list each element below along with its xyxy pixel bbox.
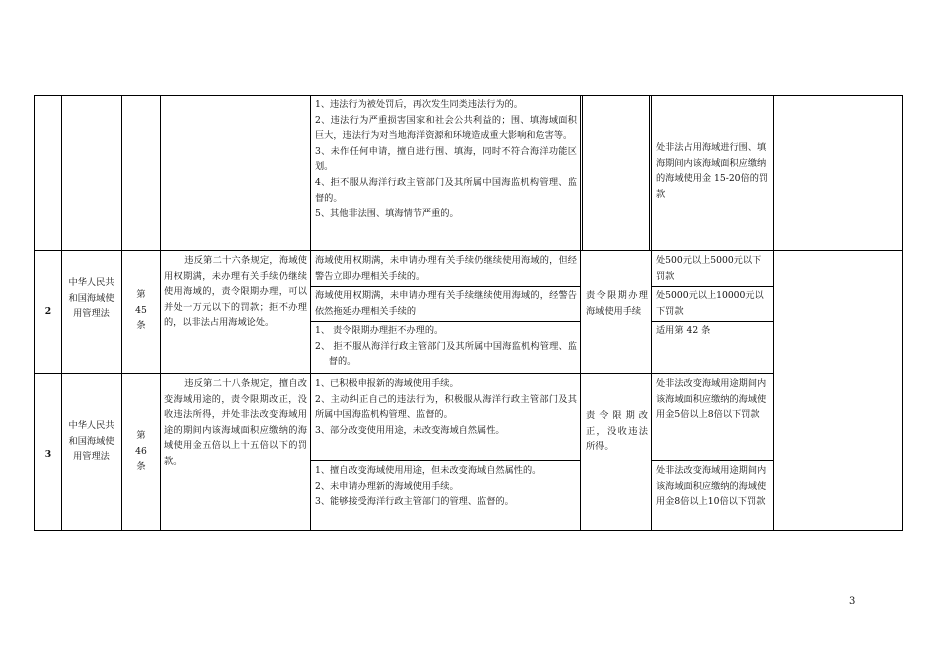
- row3-sub-divider-b: [651, 460, 773, 461]
- row3-law: 中华人民共和国海域使用管理法: [68, 420, 115, 463]
- row1-conditions: [315, 97, 577, 222]
- table-border-right: [902, 95, 903, 531]
- row2-article: [122, 287, 160, 334]
- col-divider-3: [160, 95, 161, 531]
- row3-article-number: 46: [135, 445, 147, 457]
- row3-article-suffix: 条: [136, 461, 146, 473]
- row1-condition-2: 2、违法行为严重损害国家和社会公共利益的；围、填海域面积巨大，违法行为对当地海洋资源和环境造成重大影响和危害等。: [315, 114, 577, 142]
- row3-conditions-a: [315, 376, 577, 438]
- row3-article: [122, 428, 160, 475]
- row2-provision: 违反第二十六条规定，海域使用权期满，未办理有关手续仍继续使用海域的，责令限期办理，可以并处一万元以下的罚款；拒不办理的，以非法占用海域论处。: [164, 255, 307, 329]
- row1-condition-3: 3、未作任何申请，擅自进行围、填海，同时不符合海洋功能区划。: [315, 145, 577, 173]
- row2-penalty-a: 处500元以上5000元以下罚款: [656, 255, 762, 282]
- row2-condition-c-1: 1、 责令限期办理拒不办理的。: [315, 325, 444, 336]
- row3-penalty-a: 处非法改变海域用途期间内该海域面积应缴纳的海域使用金5倍以上8倍以下罚款: [656, 378, 767, 421]
- col-divider-5: [580, 95, 581, 531]
- row1-condition-4: 4、拒不服从海洋行政主管部门及其所属中国海监机构管理、监督的。: [315, 176, 577, 204]
- row2-article-number: 45: [135, 304, 147, 316]
- row-divider-2-3: [34, 373, 773, 374]
- page-number: 3: [849, 596, 856, 607]
- row3-condition-a-1: 1、已积极申报新的海域使用手续。: [315, 378, 459, 389]
- row3-number: 3: [44, 449, 52, 460]
- row2-article-prefix: 第: [136, 289, 146, 300]
- col-divider-6: [651, 95, 652, 531]
- row3-measure: 责令限期改正，没收违法所得。: [586, 410, 648, 453]
- row3-article-prefix: 第: [136, 430, 146, 441]
- row2-law: 中华人民共和国海域使用管理法: [68, 277, 115, 320]
- row3-condition-b-3: 3、能够接受海洋行政主管部门的管理、监督的。: [315, 496, 514, 508]
- row2-sub-divider-1: [310, 286, 580, 287]
- col-divider-4: [310, 95, 311, 531]
- row1-condition-1: 1、违法行为被处罚后，再次发生同类违法行为的。: [315, 99, 523, 110]
- row3-condition-a-3: 3、部分改变使用用途，未改变海域自然属性。: [315, 424, 505, 436]
- col-divider-6b: [649, 95, 650, 251]
- row3-penalty-b: 处非法改变海域用途期间内该海域面积应缴纳的海域使用金8倍以上10倍以下罚款: [656, 465, 767, 508]
- row2-measure: 责令限期办理海域使用手续: [586, 290, 648, 317]
- row2-condition-b: 海域使用权期满，未申请办理有关手续继续使用海域的，经警告依然拖延办理相关手续的: [315, 290, 577, 317]
- row3-conditions-b: [315, 463, 577, 510]
- row2-condition-c-2: 2、 拒不服从海洋行政主管部门及其所属中国海监机构管理、监督的。: [315, 340, 577, 368]
- col-divider-5b: [582, 95, 583, 251]
- row2-sub-divider-2b: [651, 321, 773, 322]
- row2-condition-a: 海域使用权期满，未申请办理有关手续仍继续使用海域的，但经警告立即办理相关手续的。: [315, 255, 577, 282]
- row2-number: 2: [44, 306, 52, 317]
- row3-condition-b-2: 2、未申请办理新的海域使用手续。: [315, 480, 459, 492]
- row3-provision: 违反第二十八条规定，擅自改变海域用途的，责令限期改正，没收违法所得，并处非法改变海域用途的期间内该海域面积应缴纳的海域使用金五倍以上十五倍以下的罚款。: [164, 378, 307, 467]
- row3-condition-a-2: 2、主动纠正自己的违法行为，积极服从海洋行政主管部门及其所属中国海监机构管理、监督的。: [315, 393, 577, 421]
- row2-article-suffix: 条: [136, 320, 146, 332]
- row1-penalty: 处非法占用海域进行围、填海期间内该海域面积应缴纳的海域使用金 15-20倍的罚款: [656, 142, 769, 200]
- row2-sub-divider-2: [310, 321, 580, 322]
- row2-penalty-b: 处5000元以上10000元以下罚款: [656, 290, 764, 317]
- col-divider-1: [61, 95, 62, 531]
- row3-sub-divider: [310, 460, 580, 461]
- row2-penalty-c: 适用第 42 条: [656, 325, 711, 336]
- row2-condition-c: [315, 323, 577, 370]
- row3-condition-b-1: 1、擅自改变海域使用用途，但未改变海域自然属性的。: [315, 465, 542, 476]
- row1-condition-5: 5、其他非法围、填海情节严重的。: [315, 208, 459, 220]
- col-divider-7: [773, 95, 774, 531]
- row2-sub-divider-1b: [651, 286, 773, 287]
